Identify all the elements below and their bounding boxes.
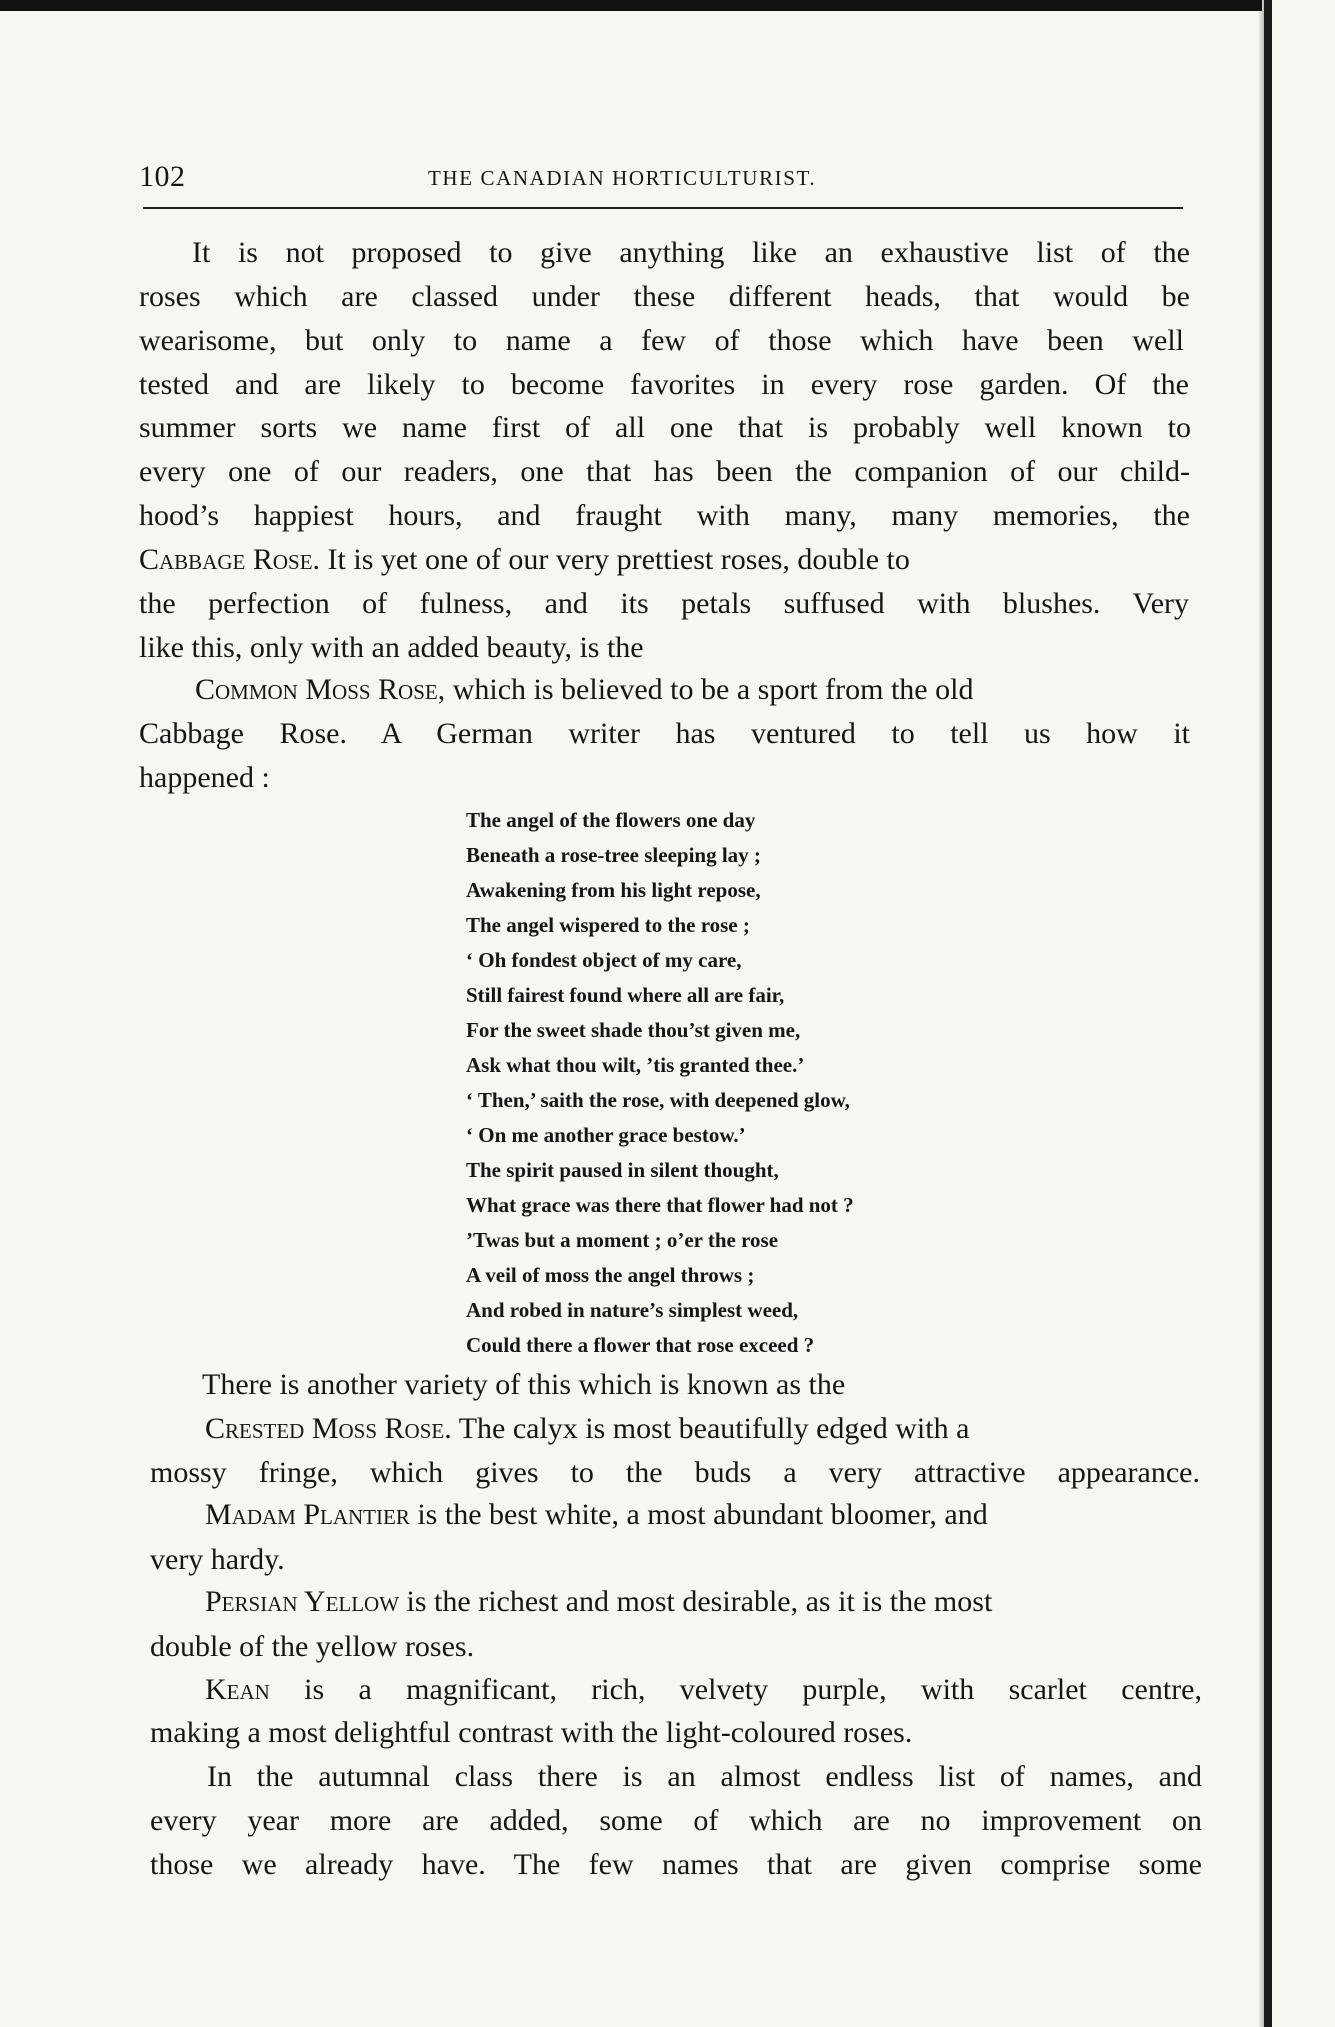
body-line: double of the yellow roses. (150, 1630, 475, 1663)
header-rule (143, 207, 1183, 209)
rose-name-crested-moss: Crested Moss Rose. (205, 1412, 452, 1445)
body-line: like this, only with an added beauty, is the (139, 631, 644, 664)
body-line: Crested Moss Rose. The calyx is most beautifully edged with a (205, 1412, 970, 1445)
body-line: hood’s happiest hours, and fraught with many, many memories, the (139, 499, 1190, 532)
body-line: summer sorts we name first of all one that is probably well known to (139, 411, 1191, 444)
verse-line: ‘ On me another grace bestow.’ (466, 1123, 746, 1147)
body-line: wearisome, but only to name a few of those which have been well (139, 324, 1184, 357)
body-line: every year more are added, some of which are no improvement on (150, 1804, 1202, 1837)
verse-line: What grace was there that flower had not ? (466, 1193, 854, 1217)
body-line: tested and are likely to become favorites in every rose garden. Of the (139, 368, 1189, 401)
body-line: There is another variety of this which is known as the (202, 1368, 846, 1401)
body-line: roses which are classed under these different heads, that would be (139, 280, 1190, 313)
verse-line: Awakening from his light repose, (466, 878, 761, 902)
body-line: It is not proposed to give anything like an exhaustive list of the (192, 236, 1190, 269)
body-line: Persian Yellow is the richest and most desirable, as it is the most (205, 1585, 993, 1618)
body-line: Kean is a magnificant, rich, velvety purple, with scarlet centre, (205, 1673, 1202, 1706)
body-line: Cabbage Rose. A German writer has ventured to tell us how it (139, 717, 1190, 750)
page-right-edge (1264, 0, 1272, 2027)
verse-line: Ask what thou wilt, ’tis granted thee.’ (466, 1053, 805, 1077)
body-line: very hardy. (150, 1543, 285, 1576)
running-title: THE CANADIAN HORTICULTURIST. (428, 166, 817, 190)
rose-name-persian-yellow: Persian Yellow (205, 1585, 400, 1618)
page-number: 102 (139, 160, 186, 193)
verse-line: The angel wispered to the rose ; (466, 913, 750, 937)
body-line: those we already have. The few names that are given comprise some (150, 1848, 1202, 1881)
verse-line: ‘ Oh fondest object of my care, (466, 948, 742, 972)
verse-line: ‘ Then,’ saith the rose, with deepened glow, (466, 1088, 850, 1112)
verse-line: ’Twas but a moment ; o’er the rose (466, 1228, 779, 1252)
verse-line: Beneath a rose-tree sleeping lay ; (466, 843, 761, 867)
verse-line: For the sweet shade thou’st given me, (466, 1018, 801, 1042)
body-line: Cabbage Rose. It is yet one of our very prettiest roses, double to (139, 543, 910, 576)
verse-line: Still fairest found where all are fair, (466, 983, 785, 1007)
verse-line: The angel of the flowers one day (466, 808, 756, 832)
verse-line: And robed in nature’s simplest weed, (466, 1298, 799, 1322)
rose-name-kean: Kean (205, 1673, 270, 1706)
body-line: Madam Plantier is the best white, a most abundant bloomer, and (205, 1498, 988, 1531)
body-line: making a most delightful contrast with the light-coloured roses. (150, 1716, 913, 1749)
verse-line: A veil of moss the angel throws ; (466, 1263, 755, 1287)
rose-name-cabbage: Cabbage Rose. (139, 543, 321, 576)
body-line: mossy fringe, which gives to the buds a very attractive appearance. (150, 1456, 1200, 1489)
verse-line: Could there a flower that rose exceed ? (466, 1333, 815, 1357)
rose-name-madam-plantier: Madam Plantier (205, 1498, 410, 1531)
verse-line: The spirit paused in silent thought, (466, 1158, 779, 1182)
body-line: happened : (139, 761, 270, 794)
body-line: In the autumnal class there is an almost endless list of names, and (207, 1760, 1202, 1793)
rose-name-common-moss: Common Moss Rose, (195, 673, 446, 706)
body-line: every one of our readers, one that has been the companion of our child- (139, 455, 1190, 488)
body-line: the perfection of fulness, and its petals suffused with blushes. Very (139, 587, 1189, 620)
body-line: Common Moss Rose, which is believed to be a sport from the old (195, 673, 974, 706)
page-top-edge (0, 0, 1262, 11)
